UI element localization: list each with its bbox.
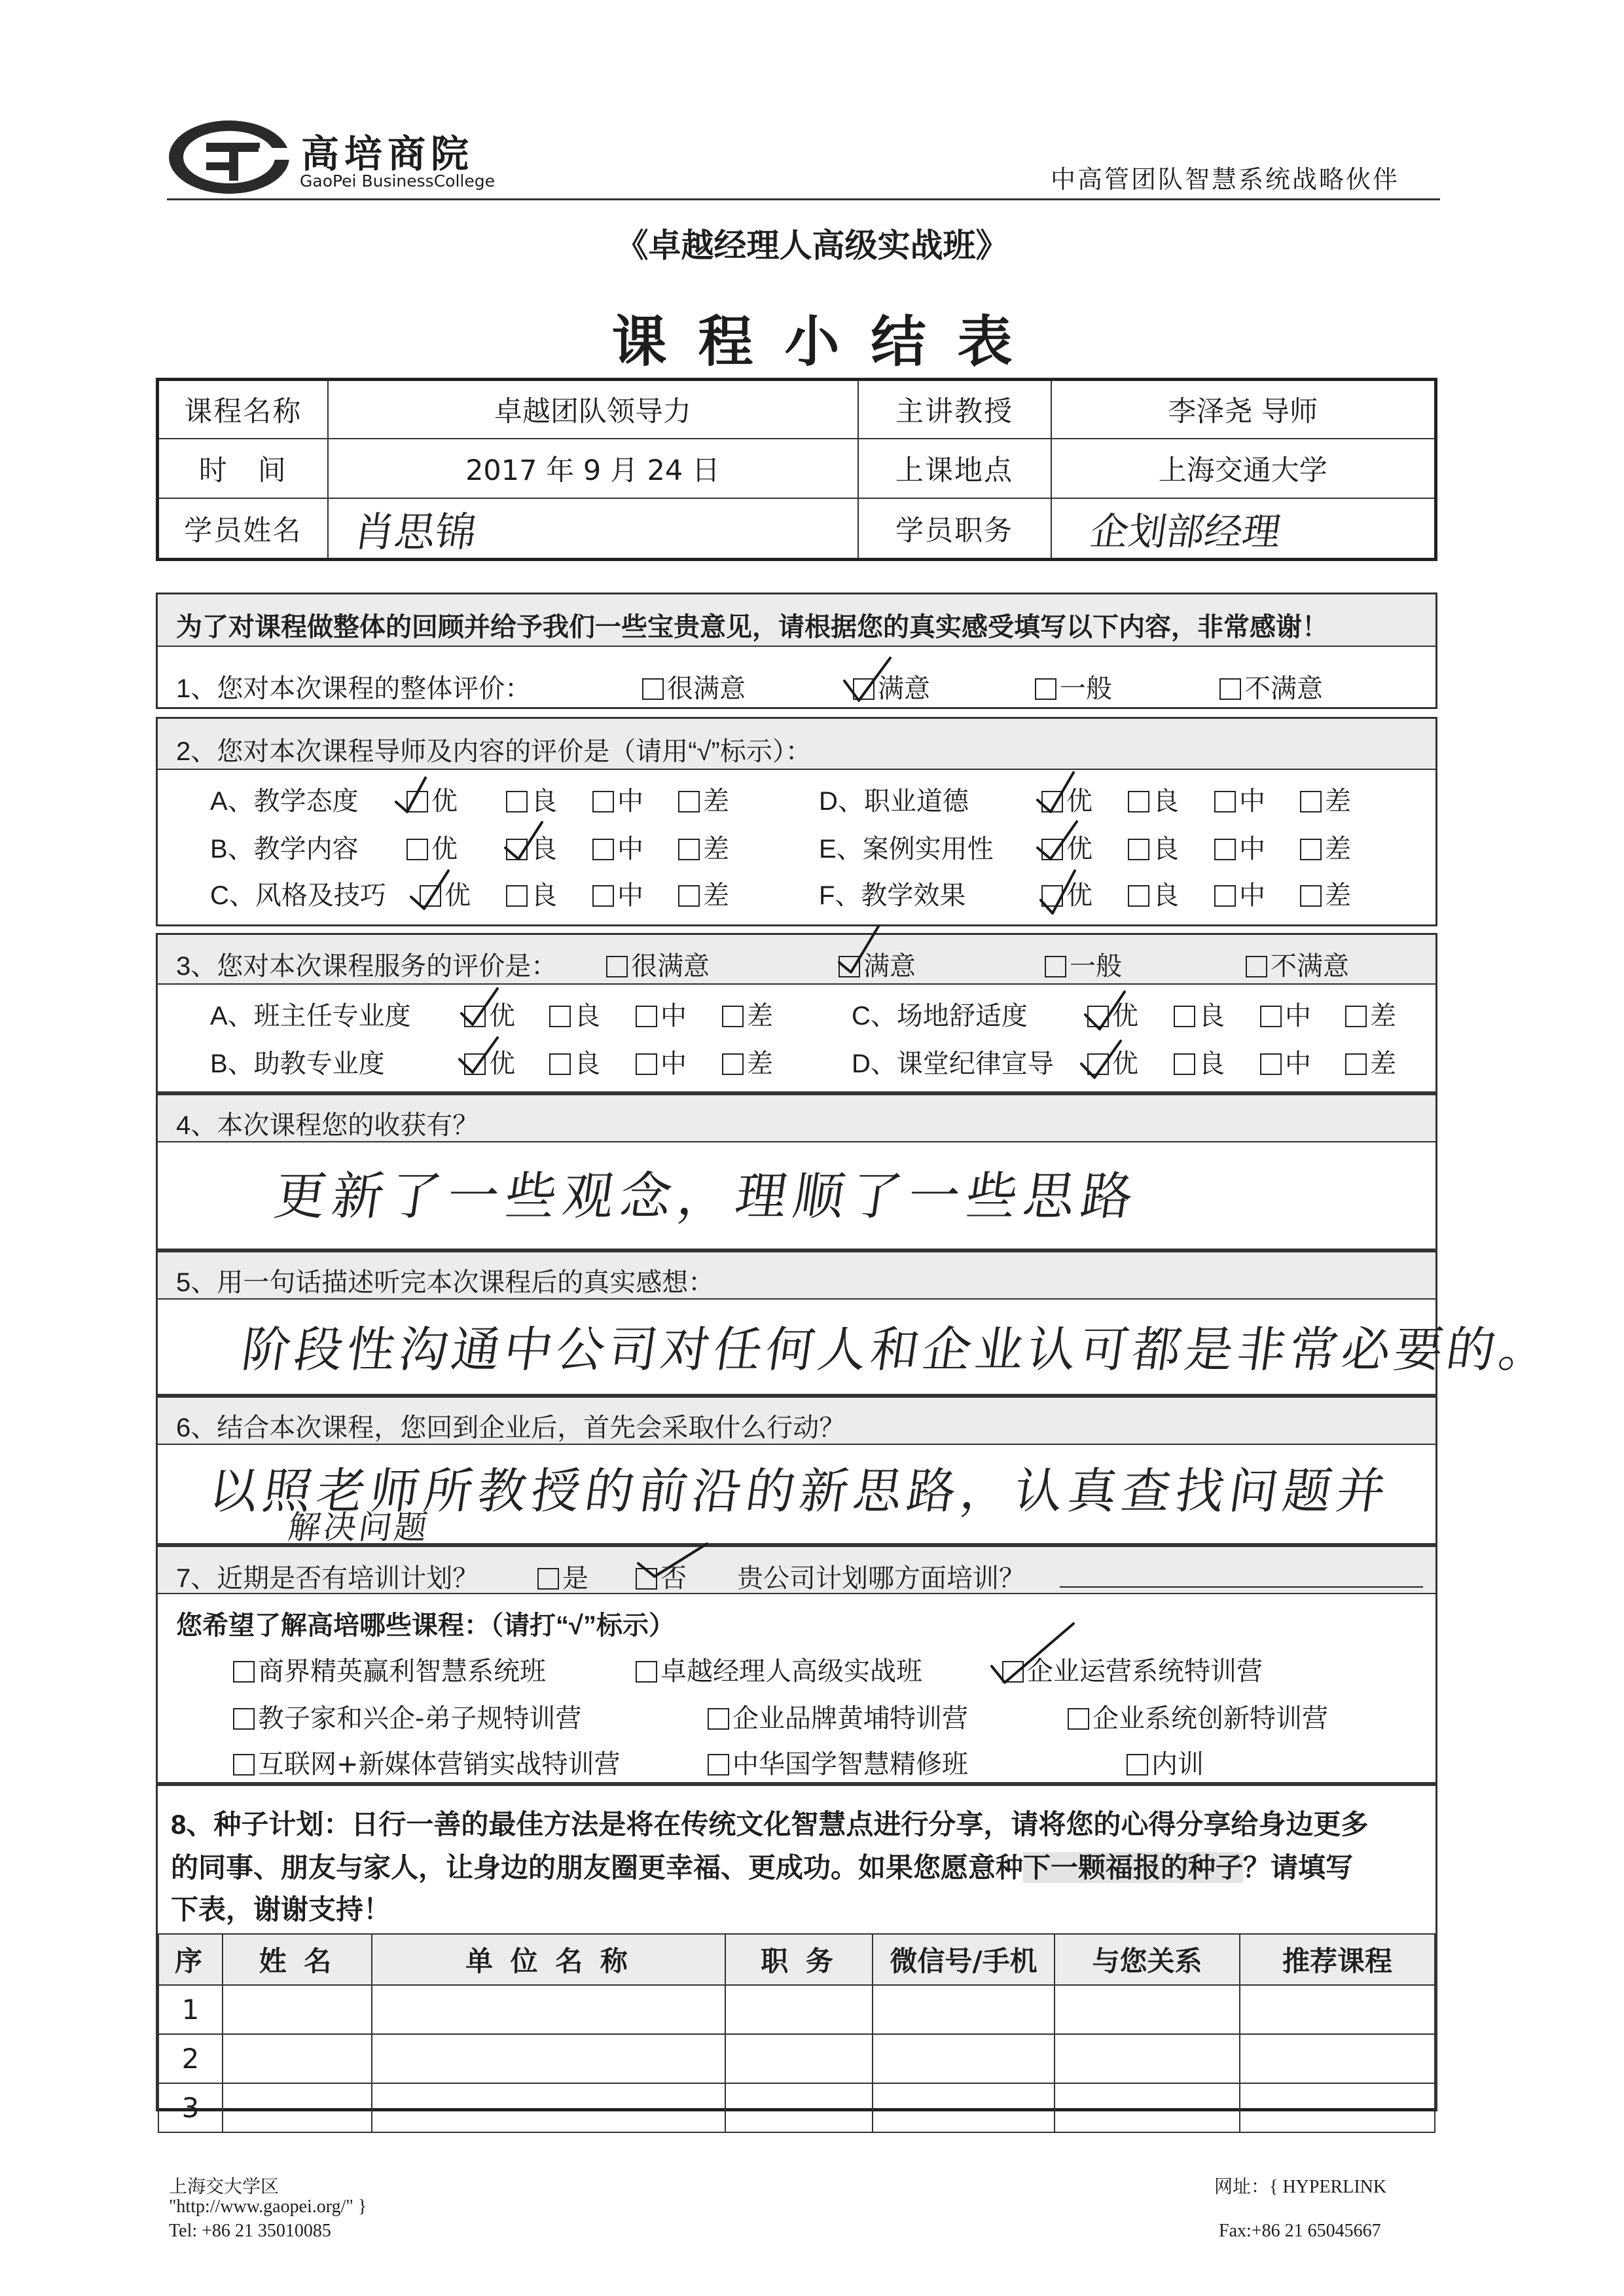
q2-e-grade-excellent[interactable]: 优 — [1041, 828, 1092, 866]
q3-option-very-satisfied[interactable]: 很满意 — [606, 945, 710, 983]
table-row — [158, 2083, 1435, 2132]
q3-a-grade-excellent[interactable]: 优 — [464, 995, 515, 1032]
course-name-value: 卓越团队领导力 — [328, 380, 858, 439]
q2-a-grade-excellent[interactable]: 优 — [406, 780, 458, 818]
cell-organization[interactable] — [372, 2034, 725, 2083]
q2-d-grade-fair[interactable]: 中 — [1214, 780, 1265, 818]
q3-b-grade-excellent[interactable]: 优 — [464, 1043, 515, 1080]
table-row — [158, 1985, 1435, 2034]
q2-item-f: F、教学效果 — [819, 881, 966, 910]
q2-d-grade-good[interactable]: 良 — [1128, 780, 1179, 818]
q3-c-grade-good[interactable]: 良 — [1174, 995, 1225, 1032]
q2-c-grade-poor[interactable]: 差 — [678, 875, 729, 912]
q8-text-line3: 下表，谢谢支持！ — [171, 1894, 391, 1925]
q2-label: 2、您对本次课程导师及内容的评价是（请用“√”标示）： — [176, 737, 812, 766]
q7-company-label: 贵公司计划哪方面培训？ — [737, 1564, 1025, 1593]
q2-c-grade-excellent[interactable]: 优 — [420, 875, 471, 912]
q3-option-average[interactable]: 一般 — [1045, 945, 1122, 983]
student-position-handwriting: 企划部经理 — [1087, 509, 1284, 555]
q3-option-satisfied[interactable]: 满意 — [839, 945, 916, 983]
q4-label: 4、本次课程您的收获有？ — [176, 1111, 479, 1140]
q7-option-yes[interactable]: 是 — [537, 1558, 588, 1595]
col-position: 职 务 — [725, 1934, 873, 1985]
header-divider — [167, 198, 1440, 200]
course-name-label: 课程名称 — [158, 380, 328, 439]
q2-c-grade-fair[interactable]: 中 — [592, 875, 643, 912]
q7-label: 7、近期是否有培训计划？ — [176, 1564, 479, 1593]
student-name-handwriting: 肖思锦 — [350, 507, 479, 556]
q3-b-grade-good[interactable]: 良 — [549, 1043, 600, 1080]
q2-b-grade-poor[interactable]: 差 — [678, 828, 729, 866]
q8-text-line2: 的同事、朋友与家人，让身边的朋友圈更幸福、更成功。如果您愿意种下一颗福报的种子？请填写 — [171, 1852, 1354, 1883]
company-training-input-line[interactable] — [1060, 1586, 1423, 1588]
cell-wechat[interactable] — [873, 2083, 1055, 2132]
q2-f-grade-excellent[interactable]: 优 — [1041, 875, 1092, 912]
section-q2 — [156, 717, 1437, 926]
q3-a-grade-good[interactable]: 良 — [549, 995, 600, 1032]
q3-c-grade-excellent[interactable]: 优 — [1087, 995, 1138, 1032]
footer-web[interactable]: 网址：{ HYPERLINK — [1214, 2177, 1387, 2197]
q5-label: 5、用一句话描述听完本次课程后的真实感想： — [176, 1268, 715, 1297]
course-option-7[interactable]: 互联网+新媒体营销实战特训营 — [233, 1743, 621, 1781]
course-series-title: 《卓越经理人高级实战班》 — [615, 226, 1009, 264]
course-option-8[interactable]: 中华国学智慧精修班 — [708, 1743, 968, 1781]
col-wechat-phone: 微信号/手机 — [873, 1934, 1055, 1985]
footer-campus: 上海交大学区 — [169, 2177, 280, 2197]
q3-option-unsatisfied[interactable]: 不满意 — [1246, 945, 1349, 983]
q2-a-grade-poor[interactable]: 差 — [678, 780, 729, 818]
q3-item-a: A、班主任专业度 — [210, 1002, 411, 1030]
course-option-4[interactable]: 教子家和兴企-弟子规特训营 — [233, 1698, 581, 1735]
q3-item-c: C、场地舒适度 — [852, 1002, 1028, 1030]
section-q6 — [156, 1396, 1437, 1545]
row-index: 1 — [158, 1985, 223, 2034]
q2-item-a: A、教学态度 — [210, 787, 359, 816]
q8-text-line1: 8、种子计划：日行一善的最佳方法是将在传统文化智慧点进行分享，请将您的心得分享给身边更多 — [171, 1809, 1369, 1840]
student-position-label: 学员职务 — [858, 498, 1051, 559]
q2-item-e: E、案例实用性 — [819, 835, 994, 864]
brand-name-cn: 高培商院 — [301, 132, 475, 176]
q2-b-grade-fair[interactable]: 中 — [592, 828, 643, 866]
cell-position[interactable] — [725, 2083, 873, 2132]
q3-item-d: D、课堂纪律宣导 — [852, 1049, 1054, 1078]
course-option-6[interactable]: 企业系统创新特训营 — [1068, 1698, 1328, 1735]
q2-e-grade-fair[interactable]: 中 — [1214, 828, 1265, 866]
professor-value: 李泽尧 导师 — [1051, 380, 1436, 439]
q2-c-grade-good[interactable]: 良 — [506, 875, 557, 912]
brand-logo — [167, 118, 533, 196]
section-intro-q1 — [156, 592, 1437, 709]
q7-option-no[interactable]: 否 — [636, 1558, 687, 1595]
q2-b-grade-excellent[interactable]: 优 — [406, 828, 458, 866]
referral-table — [158, 1933, 1435, 2133]
cell-course[interactable] — [1240, 2083, 1435, 2132]
section-q8 — [156, 1784, 1437, 2124]
cell-wechat[interactable] — [873, 1985, 1055, 2034]
q5-answer[interactable]: 阶段性沟通中公司对任何人和企业认可都是非常必要的。 — [238, 1322, 1556, 1378]
section-q7 — [156, 1545, 1437, 1784]
professor-label: 主讲教授 — [858, 380, 1051, 439]
q2-b-grade-good[interactable]: 良 — [506, 828, 557, 866]
q2-e-grade-poor[interactable]: 差 — [1300, 828, 1351, 866]
q3-label: 3、您对本次课程服务的评价是： — [176, 952, 558, 981]
q3-a-grade-poor[interactable]: 差 — [722, 995, 773, 1032]
q3-item-b: B、助教专业度 — [210, 1049, 385, 1078]
q1-option-very-satisfied[interactable]: 很满意 — [642, 668, 746, 705]
footer-fax: Fax:+86 21 65045667 — [1219, 2221, 1381, 2241]
q6-label: 6、结合本次课程，您回到企业后，首先会采取什么行动？ — [176, 1413, 846, 1442]
q2-f-grade-poor[interactable]: 差 — [1300, 875, 1351, 912]
col-relationship: 与您关系 — [1055, 1934, 1240, 1985]
col-index: 序 — [158, 1934, 223, 1985]
q3-d-grade-good[interactable]: 良 — [1174, 1043, 1225, 1080]
q2-item-b: B、教学内容 — [210, 835, 359, 864]
course-option-3[interactable]: 企业运营系统特训营 — [1002, 1650, 1263, 1688]
time-value: 2017 年 9 月 24 日 — [328, 439, 858, 498]
q1-option-unsatisfied[interactable]: 不满意 — [1219, 668, 1323, 705]
cell-organization[interactable] — [372, 1985, 725, 2034]
q2-f-grade-fair[interactable]: 中 — [1214, 875, 1265, 912]
cell-course[interactable] — [1240, 2034, 1435, 2083]
q2-e-grade-good[interactable]: 良 — [1128, 828, 1179, 866]
cell-position[interactable] — [725, 1985, 873, 2034]
q3-d-grade-poor[interactable]: 差 — [1345, 1043, 1396, 1080]
checkbox[interactable] — [642, 678, 664, 700]
col-organization: 单 位 名 称 — [372, 1934, 725, 1985]
q2-d-grade-excellent[interactable]: 优 — [1041, 780, 1092, 818]
location-value: 上海交通大学 — [1051, 439, 1436, 498]
cell-relationship[interactable] — [1055, 2083, 1240, 2132]
footer-url[interactable]: "http://www.gaopei.org/" } — [169, 2196, 367, 2217]
brand-name-en: GaoPei BusinessCollege — [300, 172, 495, 191]
student-name-label: 学员姓名 — [158, 498, 328, 559]
student-name-field[interactable] — [328, 498, 858, 559]
section-q5 — [156, 1250, 1556, 1396]
section-q3 — [156, 933, 1437, 1093]
col-name: 姓 名 — [223, 1934, 372, 1985]
row-index: 3 — [158, 2083, 223, 2132]
q3-b-grade-fair[interactable]: 中 — [636, 1043, 687, 1080]
cell-name[interactable] — [223, 1985, 372, 2034]
q2-f-grade-good[interactable]: 良 — [1128, 875, 1179, 912]
gaopei-logo-icon — [167, 118, 291, 196]
q3-d-grade-fair[interactable]: 中 — [1260, 1043, 1311, 1080]
q3-b-grade-poor[interactable]: 差 — [722, 1043, 773, 1080]
cell-course[interactable] — [1240, 1985, 1435, 2034]
section-q4 — [156, 1093, 1437, 1250]
q2-a-grade-good[interactable]: 良 — [506, 780, 557, 818]
course-option-2[interactable]: 卓越经理人高级实战班 — [636, 1650, 922, 1688]
q8-highlight: 下一颗福报的种子 — [1023, 1852, 1244, 1883]
time-label: 时 间 — [158, 439, 328, 498]
cell-relationship[interactable] — [1055, 1985, 1240, 2034]
q1-label: 1、您对本次课程的整体评价： — [176, 674, 532, 703]
q4-answer[interactable]: 更新了一些观念，理顺了一些思路 — [270, 1167, 1144, 1226]
q3-a-grade-fair[interactable]: 中 — [636, 995, 687, 1032]
checkbox-checked[interactable] — [853, 678, 875, 700]
q6-answer-line1[interactable]: 以照老师所教授的前沿的新思路，认真查找问题并 — [206, 1463, 1395, 1520]
cell-wechat[interactable] — [873, 2034, 1055, 2083]
cell-relationship[interactable] — [1055, 2034, 1240, 2083]
cell-position[interactable] — [725, 2034, 873, 2083]
q3-d-grade-excellent[interactable]: 优 — [1087, 1043, 1138, 1080]
location-label: 上课地点 — [858, 439, 1051, 498]
q2-item-d: D、职业道德 — [819, 787, 969, 816]
q3-c-grade-poor[interactable]: 差 — [1345, 995, 1396, 1032]
form-title: 课程小结表 — [611, 309, 1044, 374]
course-option-9[interactable]: 内训 — [1127, 1743, 1204, 1781]
table-row — [158, 2034, 1435, 2083]
cell-organization[interactable] — [372, 2083, 725, 2132]
row-index: 2 — [158, 2034, 223, 2083]
footer-tel: Tel: +86 21 35010085 — [169, 2221, 331, 2241]
q2-item-c: C、风格及技巧 — [210, 881, 386, 910]
q1-option-satisfied[interactable]: 满意 — [853, 668, 930, 705]
course-option-5[interactable]: 企业品牌黄埔特训营 — [708, 1698, 968, 1735]
intro-text: 为了对课程做整体的回顾并给予我们一些宝贵意见，请根据您的真实感受填写以下内容，非常感谢！ — [176, 613, 1328, 642]
q3-c-grade-fair[interactable]: 中 — [1260, 995, 1311, 1032]
q2-a-grade-fair[interactable]: 中 — [592, 780, 643, 818]
col-recommended-course: 推荐课程 — [1240, 1934, 1435, 1985]
q6-answer-line2[interactable]: 解决问题 — [285, 1508, 433, 1546]
cell-name[interactable] — [223, 2034, 372, 2083]
q7-hope-label: 您希望了解高培哪些课程：（请打“√”标示） — [176, 1611, 675, 1640]
header-slogan: 中高管团队智慧系统战略伙伴 — [1051, 165, 1400, 194]
checkbox[interactable] — [1219, 678, 1241, 700]
q1-option-average[interactable]: 一般 — [1035, 668, 1112, 705]
student-position-field[interactable] — [1051, 498, 1436, 559]
course-option-1[interactable]: 商界精英赢利智慧系统班 — [233, 1650, 546, 1688]
checkbox[interactable] — [1035, 678, 1056, 700]
q2-d-grade-poor[interactable]: 差 — [1300, 780, 1351, 818]
cell-name[interactable] — [223, 2083, 372, 2132]
course-info-table — [156, 378, 1437, 561]
